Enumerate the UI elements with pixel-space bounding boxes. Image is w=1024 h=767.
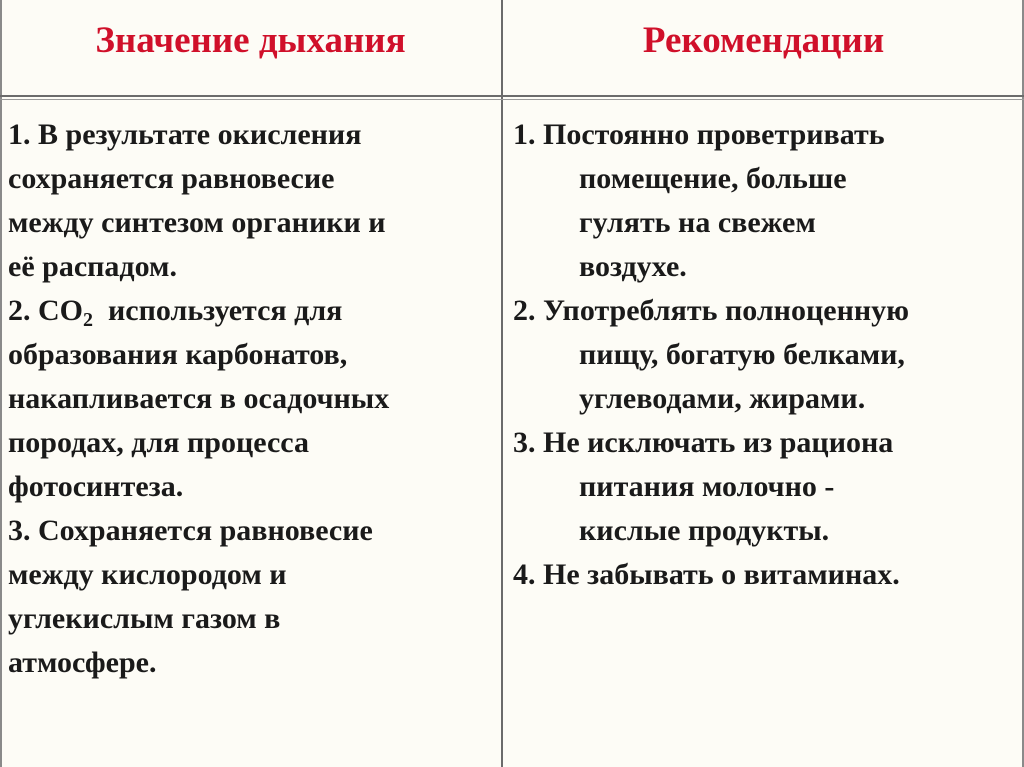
list-item [8,289,493,509]
list-item [8,113,493,289]
table-border-left [0,0,2,767]
list-item [8,509,493,685]
left-column [8,113,493,685]
item-line: питания молочно - [579,470,835,503]
item-line: 3. Сохраняется равновесие [8,514,373,547]
list-item [513,421,1018,553]
item-line: 1. В результате окисления [8,118,362,151]
item-line: атмосфере. [8,646,157,679]
item-line: 3. Не исключать из рациона [513,426,894,459]
column-divider [501,0,503,767]
right-column [513,113,1018,597]
item-line: воздухе. [579,250,687,283]
item-line: породах, для процесса [8,426,309,459]
header-recommendations: Рекомендации [642,19,885,61]
list-item [513,553,1018,597]
item-line: образования карбонатов, [8,338,348,371]
item-line: 1. Постоянно проветривать [513,118,885,151]
item-line: 2. Употреблять полноценную [513,294,910,327]
item-line: между синтезом органики и [8,206,386,239]
item-line: её распадом. [8,250,177,283]
item-line: сохраняется равновесие [8,162,335,195]
item-line: помещение, больше [579,162,847,195]
header-divider-double [0,99,1024,100]
list-item [513,113,1018,289]
item-line: кислые продукты. [579,514,830,547]
header-breathing-significance: Значение дыхания [95,19,406,61]
co2-prefix: 2. CO [8,294,83,327]
item-line: гулять на свежем [579,206,816,239]
co2-suffix: используется для [93,294,343,327]
item-line: фотосинтеза. [8,470,184,503]
co2-subscript: 2 [83,309,93,331]
item-line: углеводами, жирами. [579,382,866,415]
list-item [513,289,1018,421]
item-line-co2 [8,289,493,333]
item-line: 4. Не забывать о витаминах. [513,558,900,591]
item-line: углекислым газом в [8,602,281,635]
item-line: между кислородом и [8,558,287,591]
item-line: пищу, богатую белками, [579,338,905,371]
header-divider [0,95,1024,97]
item-line: накапливается в осадочных [8,382,390,415]
